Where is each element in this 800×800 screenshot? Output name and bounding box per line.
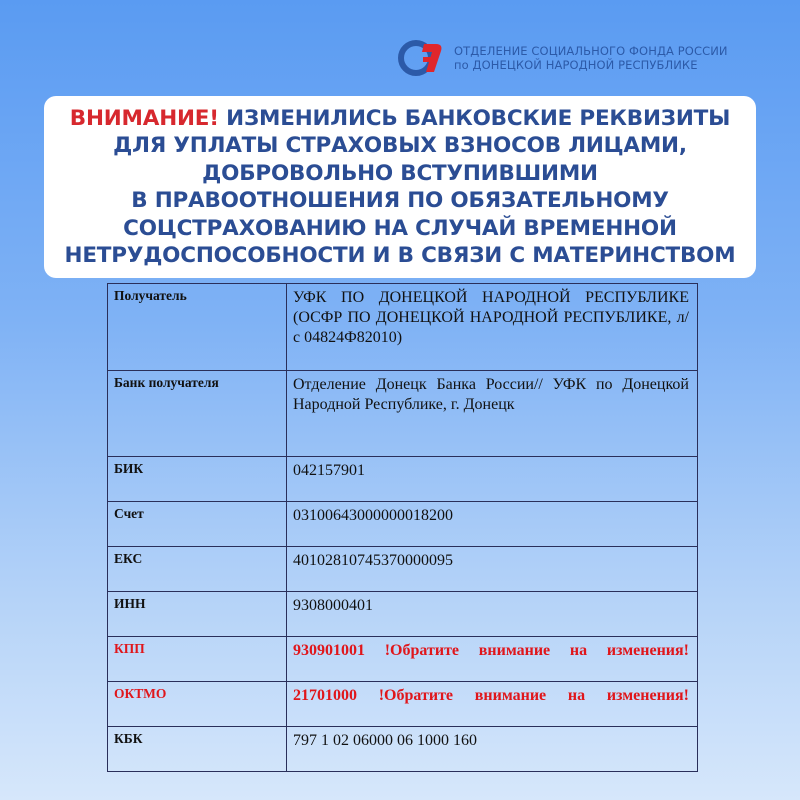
table-row (108, 682, 698, 727)
notice-line-6: НЕТРУДОСПОСОБНОСТИ И В СВЯЗИ С МАТЕРИНСТВОМ (64, 243, 736, 268)
row-label-kpp: КПП (108, 637, 287, 682)
row-label-oktmo: ОКТМО (108, 682, 287, 727)
logo-text (454, 44, 728, 72)
sfr-logo-icon (396, 38, 448, 78)
notice-line-1: ИЗМЕНИЛИСЬ БАНКОВСКИЕ РЕКВИЗИТЫ (226, 105, 731, 131)
table-row (108, 637, 698, 682)
table-row (108, 547, 698, 592)
notice-line-3: ДОБРОВОЛЬНО ВСТУПИВШИМИ (202, 160, 598, 186)
row-label-kbk: КБК (108, 727, 287, 772)
row-label-eks: ЕКС (108, 547, 287, 592)
notice-text (65, 105, 736, 270)
table-row (108, 371, 698, 457)
logo-line-2: по ДОНЕЦКОЙ НАРОДНОЙ РЕСПУБЛИКЕ (454, 58, 698, 72)
notice-alert: ВНИМАНИЕ! (69, 105, 219, 131)
row-label-inn: ИНН (108, 592, 287, 637)
row-label-recipient: Получатель (108, 284, 287, 371)
notice-line-5: СОЦСТРАХОВАНИЮ НА СЛУЧАЙ ВРЕМЕННОЙ (123, 215, 677, 241)
row-value-account: 03100643000000018200 (287, 502, 698, 547)
table-row (108, 592, 698, 637)
logo-line-1: ОТДЕЛЕНИЕ СОЦИАЛЬНОГО ФОНДА РОССИИ (454, 44, 728, 58)
row-value-bank: Отделение Донецк Банка России// УФК по Донецкой Народной Республике, г. Донецк (287, 371, 698, 457)
row-value-inn: 9308000401 (287, 592, 698, 637)
notice-banner (44, 96, 756, 278)
row-value-bik: 042157901 (287, 457, 698, 502)
header-logo (396, 38, 728, 78)
row-label-bik: БИК (108, 457, 287, 502)
table-row (108, 727, 698, 772)
table-row (108, 502, 698, 547)
notice-line-4: В ПРАВООТНОШЕНИЯ ПО ОБЯЗАТЕЛЬНОМУ (131, 188, 669, 213)
row-value-oktmo: 21701000 !Обратите внимание на изменения! (287, 682, 698, 727)
row-label-bank: Банк получателя (108, 371, 287, 457)
row-value-recipient: УФК ПО ДОНЕЦКОЙ НАРОДНОЙ РЕСПУБЛИКЕ (ОСФР ПО ДОНЕЦКОЙ НАРОДНОЙ РЕСПУБЛИКЕ, л/с 04824Ф82010) (287, 284, 698, 371)
table-row (108, 457, 698, 502)
row-value-eks: 40102810745370000095 (287, 547, 698, 592)
row-value-kbk: 797 1 02 06000 06 1000 160 (287, 727, 698, 772)
table-row (108, 284, 698, 371)
notice-line-2: ДЛЯ УПЛАТЫ СТРАХОВЫХ ВЗНОСОВ ЛИЦАМИ, (113, 133, 687, 158)
row-label-account: Счет (108, 502, 287, 547)
row-value-kpp: 930901001 !Обратите внимание на изменения! (287, 637, 698, 682)
requisites-table (107, 283, 698, 772)
